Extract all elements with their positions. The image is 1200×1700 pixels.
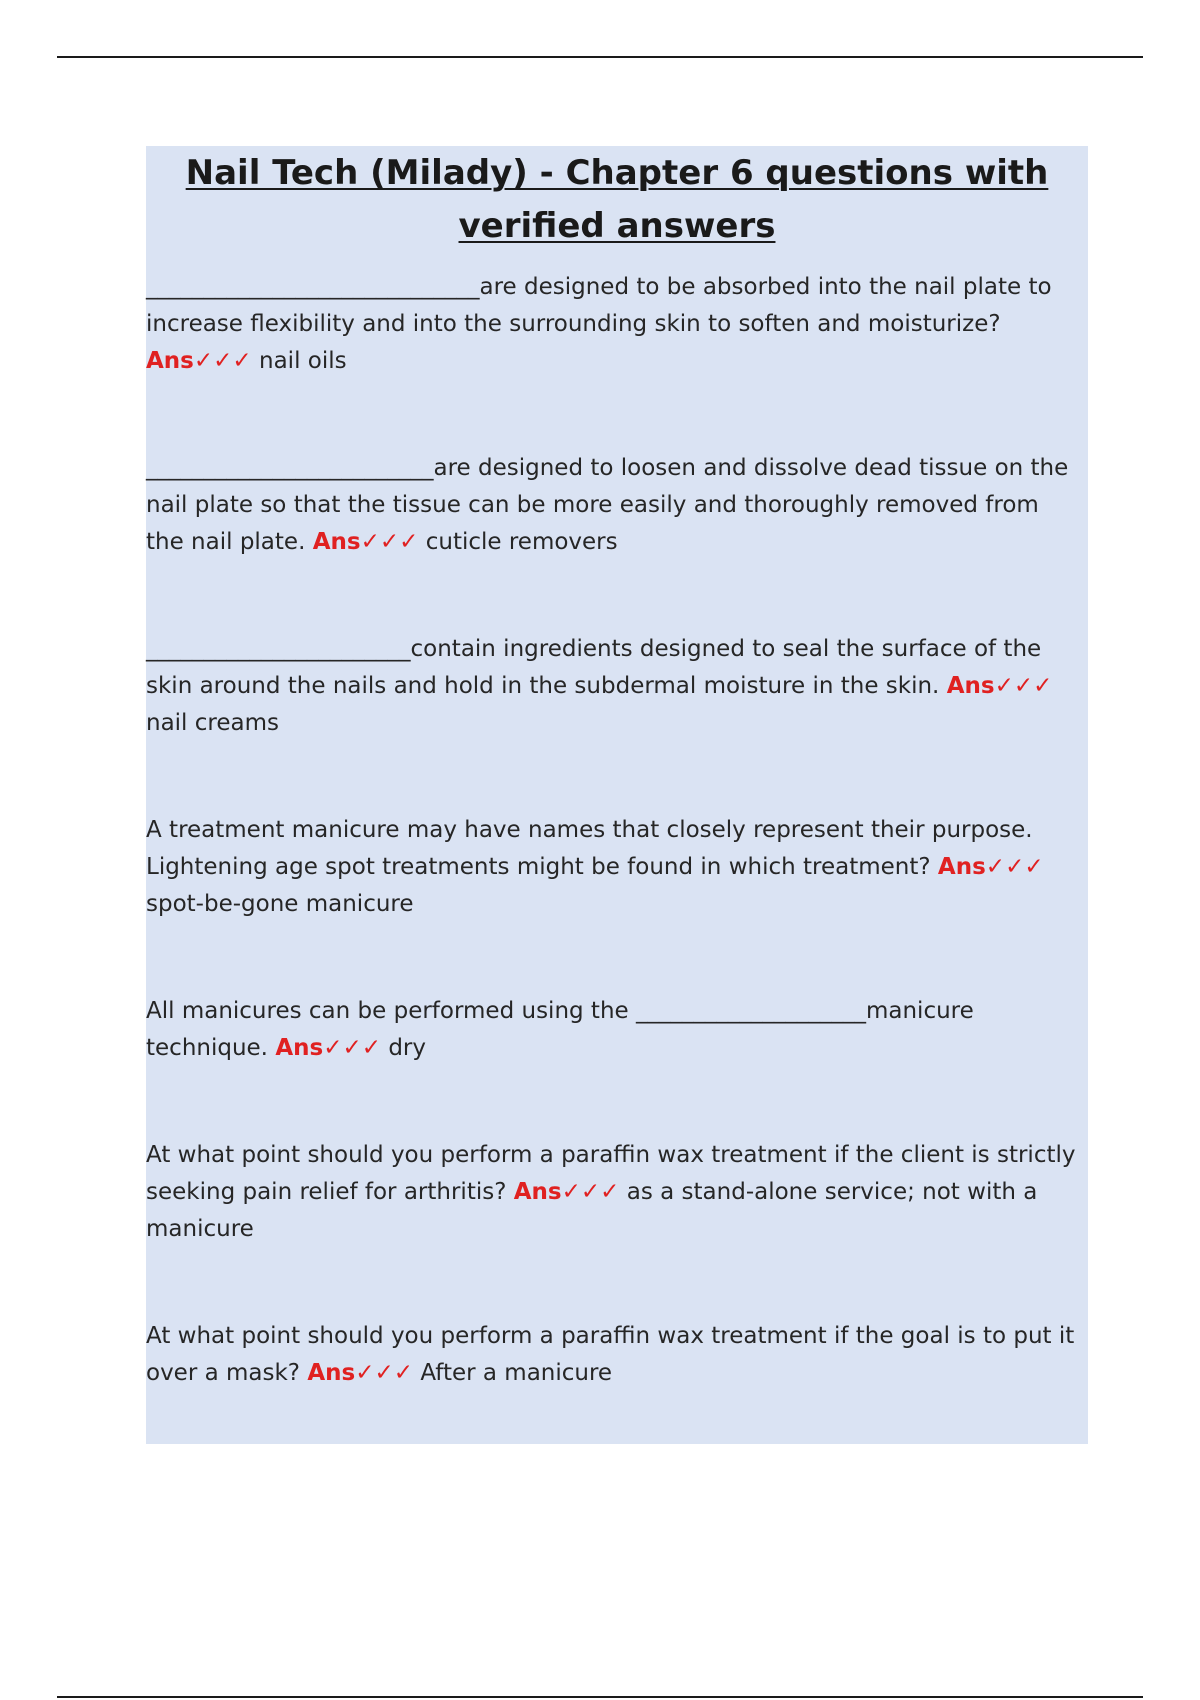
- answer-label: Ans: [513, 1179, 562, 1205]
- question-text: At what point should you perform a paraffin wax treatment if the goal is to put it over a mask?: [146, 1323, 1075, 1386]
- checkmark-icon: ✓✓✓: [355, 1360, 414, 1386]
- document-title: Nail Tech (Milady) - Chapter 6 questions with verified answers: [185, 153, 1049, 246]
- content-panel: [146, 146, 1088, 1444]
- answer-label: Ans: [275, 1035, 324, 1061]
- footer-rule: [57, 1696, 1143, 1698]
- answer-label: Ans: [146, 348, 194, 374]
- qa-item: [146, 1137, 1088, 1248]
- answer-label: Ans: [312, 529, 361, 555]
- qa-item: [146, 631, 1088, 742]
- answer-text: as a stand-alone service; not with a manicure: [146, 1179, 1038, 1242]
- answer-text: cuticle removers: [425, 529, 618, 555]
- qa-item: [146, 269, 1088, 380]
- question-text: _________________________are designed to loosen and dissolve dead tissue on the nail plate so that the tissue can be more easily and thoroughly removed from the nail plate.: [146, 455, 1069, 555]
- question-text: A treatment manicure may have names that closely represent their purpose. Lightening age spot treatments might be found in which treatment?: [146, 817, 1033, 880]
- answer-text: nail creams: [146, 710, 279, 736]
- qa-list: [146, 269, 1088, 1392]
- answer-text: After a manicure: [420, 1360, 613, 1386]
- answer-label: Ans: [946, 673, 995, 699]
- qa-item: [146, 812, 1088, 923]
- checkmark-icon: ✓✓✓: [323, 1035, 382, 1061]
- question-text: _____________________________are designed to be absorbed into the nail plate to increase flexibility and into the surrounding skin to soften and moisturize?: [146, 274, 1052, 337]
- checkmark-icon: ✓✓✓: [985, 854, 1044, 880]
- qa-item: [146, 1318, 1088, 1392]
- checkmark-icon: ✓✓✓: [360, 529, 419, 555]
- qa-item: [146, 450, 1088, 561]
- checkmark-icon: ✓✓✓: [994, 673, 1053, 699]
- question-text: _______________________contain ingredients designed to seal the surface of the skin around the nails and hold in the subdermal moisture in the skin.: [146, 636, 1042, 699]
- answer-label: Ans: [937, 854, 986, 880]
- qa-item: [146, 993, 1088, 1067]
- question-text: At what point should you perform a paraffin wax treatment if the client is strictly seeking pain relief for arthritis?: [146, 1142, 1076, 1205]
- answer-text: spot-be-gone manicure: [146, 891, 414, 917]
- answer-text: nail oils: [259, 348, 347, 374]
- question-text: All manicures can be performed using the ____________________manicure technique.: [146, 998, 974, 1061]
- checkmark-icon: ✓✓✓: [193, 348, 252, 374]
- header-rule: [57, 56, 1143, 58]
- answer-label: Ans: [307, 1360, 356, 1386]
- checkmark-icon: ✓✓✓: [561, 1179, 620, 1205]
- answer-text: dry: [388, 1035, 426, 1061]
